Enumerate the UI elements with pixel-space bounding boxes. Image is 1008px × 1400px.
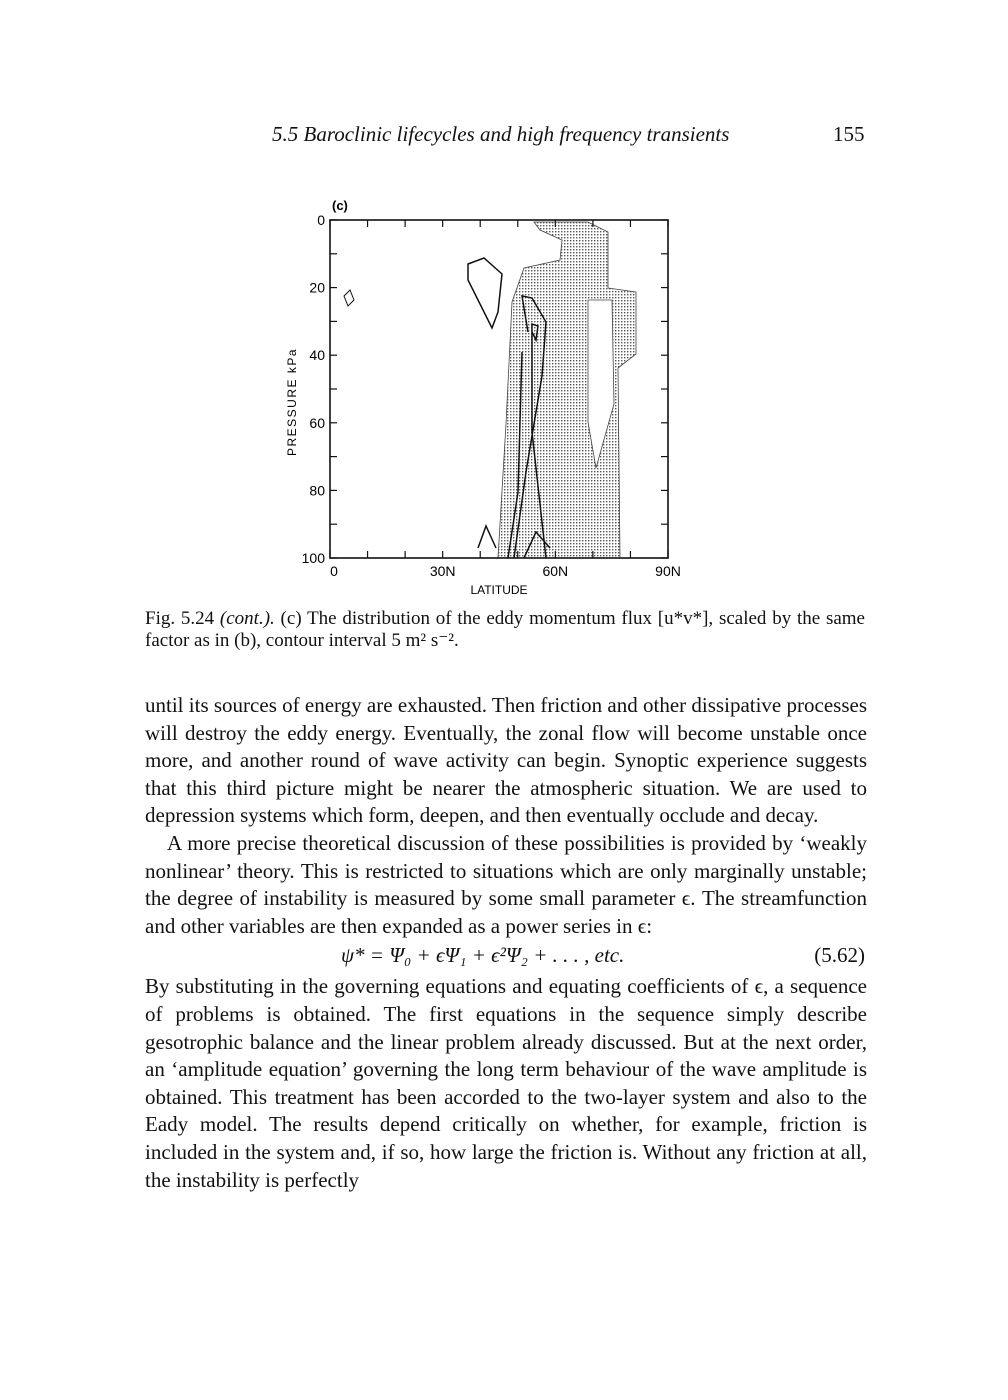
figure-caption <box>145 608 865 652</box>
equation-number: (5.62) <box>814 943 865 968</box>
running-title: 5.5 Baroclinic lifecycles and high frequency transients <box>272 122 730 146</box>
caption-prefix: Fig. 5.24 <box>145 608 215 629</box>
x-tick-labels <box>330 563 681 579</box>
page-number: 155 <box>833 122 865 146</box>
contour-loop-upper <box>468 258 502 328</box>
y-tick-label: 20 <box>309 279 325 296</box>
contour-bottom-small <box>478 526 496 548</box>
y-tick-label: 100 <box>301 550 325 566</box>
equation-5-62 <box>145 942 867 972</box>
x-tick-label: 0 <box>330 563 338 579</box>
x-tick-label: 60N <box>542 563 569 579</box>
contour-small-left <box>344 290 354 306</box>
caption-cont: (cont.). <box>219 608 275 629</box>
x-axis-label: LATITUDE <box>470 583 528 597</box>
y-tick-label: 40 <box>309 347 325 364</box>
panel-label: (c) <box>332 198 348 213</box>
shaded-region <box>498 222 636 558</box>
y-axis-label: PRESSURE kPa <box>285 347 299 457</box>
figure-contour-plot <box>270 192 720 602</box>
running-header <box>0 122 1008 152</box>
paragraph-1: until its sources of energy are exhausted. Then friction and other dissipative processes will destroy the eddy energy. Eventually, the zonal flow will become unstable once more, and another round of wave activity can begin. Synoptic experience suggests that this third picture might be nearer the atmospheric situation. We are used to depression systems which form, deepen, and then eventually occlude and decay. <box>145 693 867 828</box>
y-tick-label: 0 <box>317 212 325 228</box>
body-text <box>145 692 867 1194</box>
x-tick-label: 30N <box>429 563 456 579</box>
y-tick-label: 80 <box>309 482 325 499</box>
y-tick-label: 60 <box>309 414 325 431</box>
paragraph-2: A more precise theoretical discussion of these possibilities is provided by ‘weakly nonlinear’ theory. This is restricted to situations which are only marginally unstable; the degree of instability is measured by some small parameter ϵ. The streamfunction and other variables are then expanded as a power series in ϵ: <box>145 830 867 938</box>
y-tick-labels <box>302 212 326 566</box>
equation-text: ψ* = Ψ₀ + ϵΨ₁ + ϵ²Ψ₂ + . . . , etc. <box>341 943 625 968</box>
x-tick-label: 90N <box>655 563 681 579</box>
caption-text: (c) The distribution of the eddy momentum flux [u*v*], scaled by the same factor as in (b), contour interval 5 m² s⁻². <box>145 608 865 651</box>
paragraph-3: By substituting in the governing equations and equating coefficients of ϵ, a sequence of problems is obtained. The first equations in the sequence simply describe gesotrophic balance and the linear problem already discussed. But at the next order, an ‘amplitude equation’ governing the long term behaviour of the wave amplitude is obtained. This treatment has been accorded to the two-layer system and also to the Eady model. The results depend critically on whether, for example, friction is included in the system and, if so, how large the friction is. Without any friction at all, the instability is perfectly <box>145 974 867 1192</box>
